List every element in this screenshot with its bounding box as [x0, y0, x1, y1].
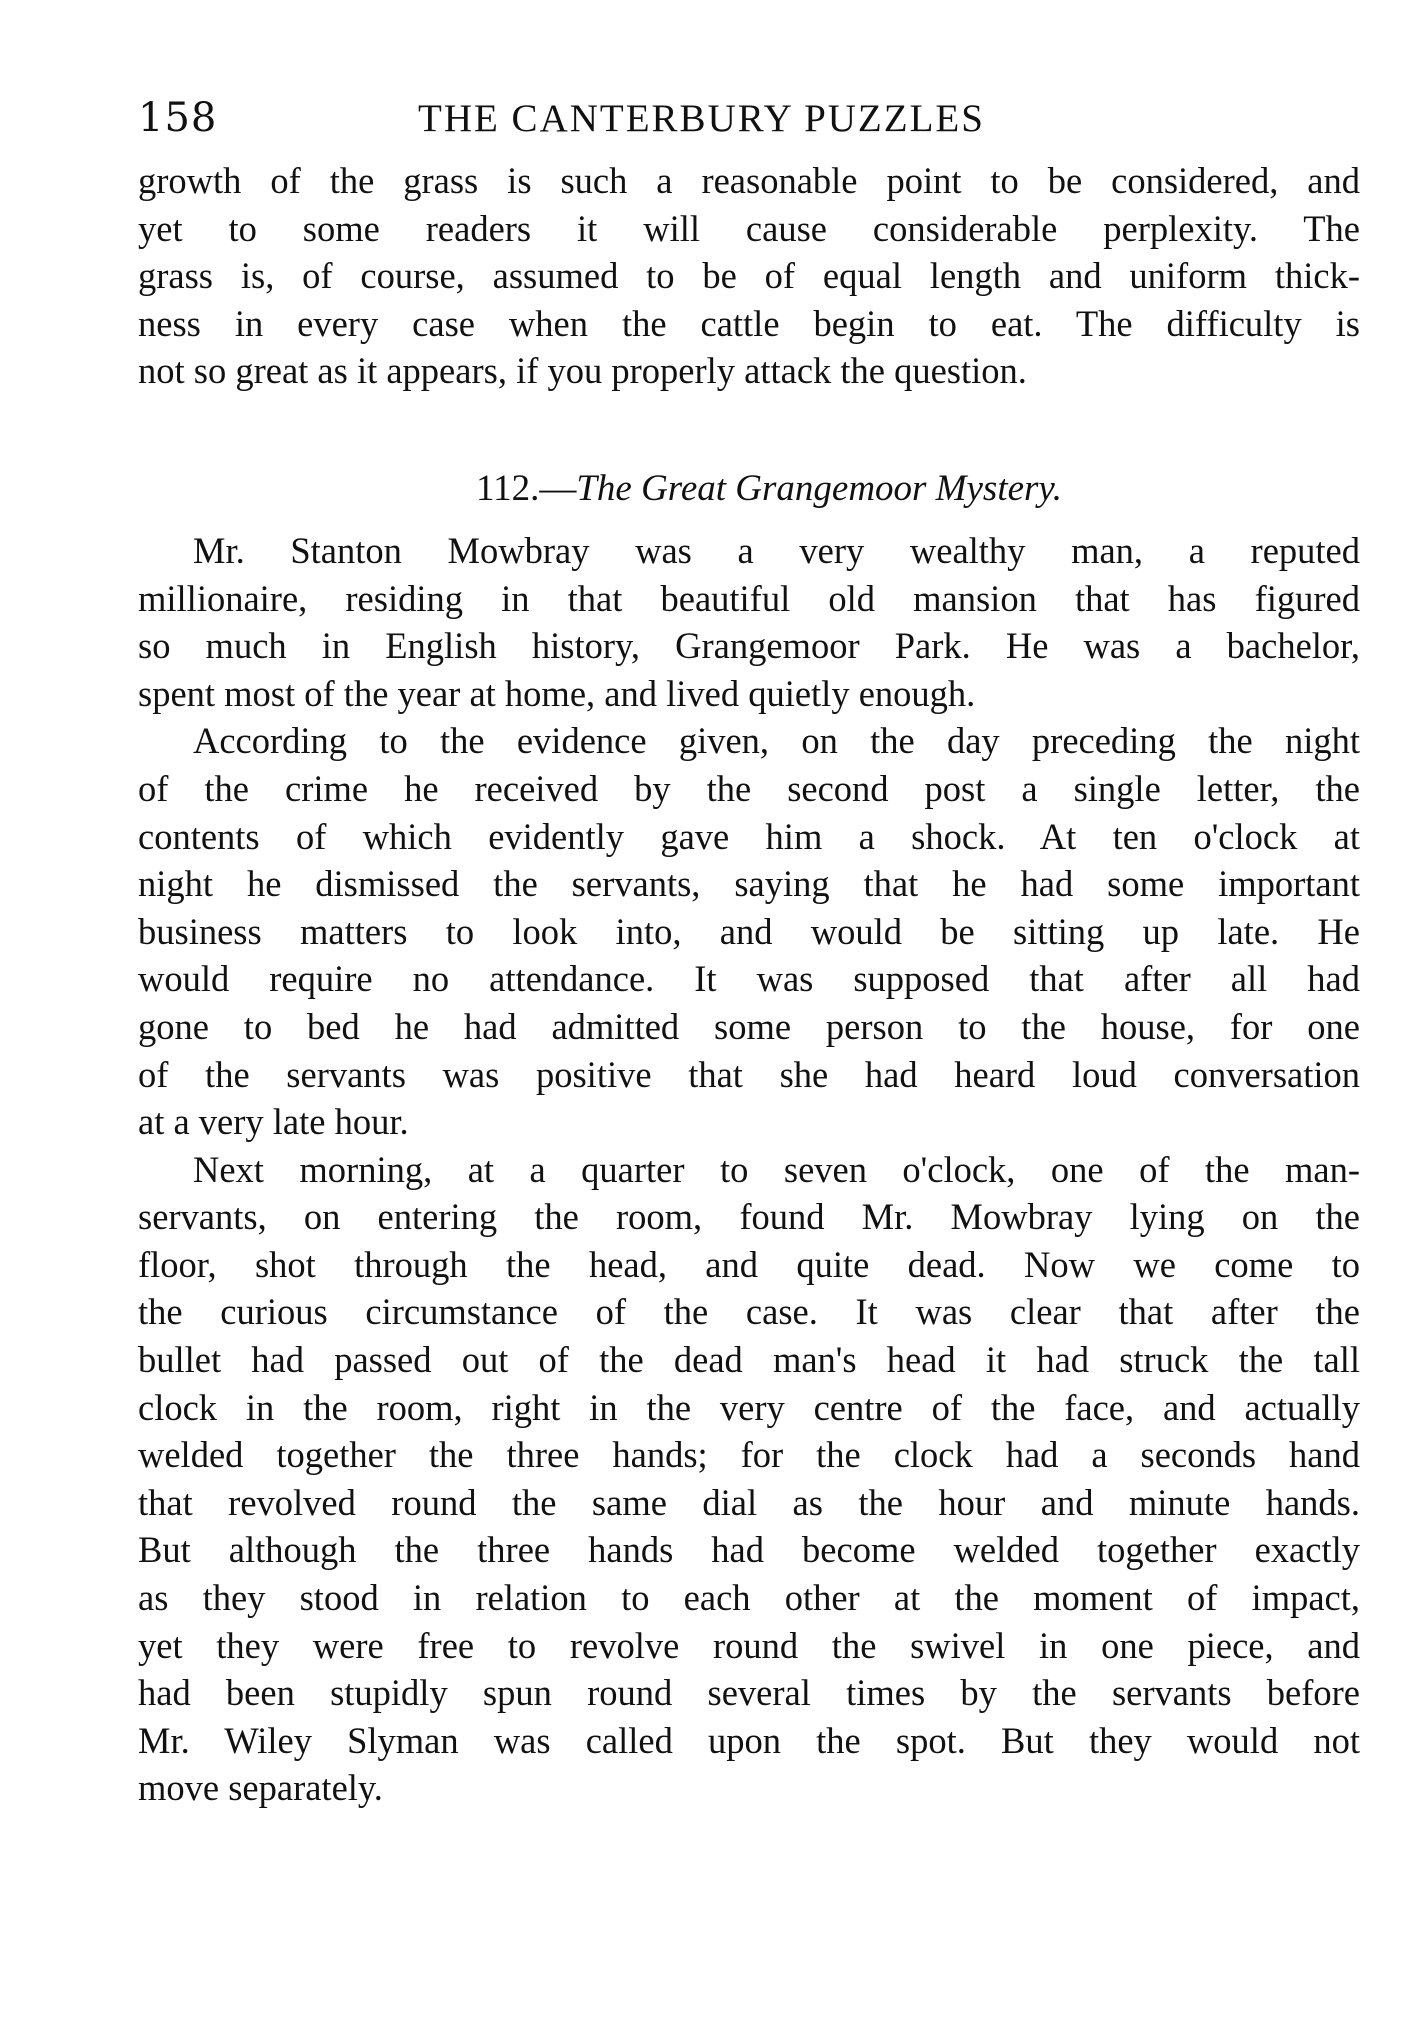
running-title: THE CANTERBURY PUZZLES: [418, 97, 985, 140]
paragraph-2: [138, 717, 1360, 1145]
text-line: contents of which evidently gave him a shock. At ten o'clock at: [138, 815, 1360, 857]
section-number: 112.—: [475, 467, 577, 509]
text-line: millionaire, residing in that beautiful old mansion that has figured: [138, 577, 1360, 619]
text-line: of the servants was positive that she had heard loud conversation: [138, 1053, 1360, 1095]
text-line: would require no attendance. It was supposed that after all had: [138, 958, 1360, 1000]
paragraph-3: [138, 1146, 1360, 1812]
text-line: According to the evidence given, on the day preceding the night: [193, 720, 1360, 762]
text-line: floor, shot through the head, and quite dead. Now we come to: [138, 1243, 1360, 1285]
text-line: yet to some readers it will cause considerable perplexity. The: [138, 207, 1360, 249]
text-line: not so great as it appears, if you properly attack the question.: [138, 350, 1027, 392]
text-line: Mr. Stanton Mowbray was a very wealthy man, a reputed: [193, 529, 1360, 571]
text-line: ness in every case when the cattle begin to eat. The difficulty is: [138, 302, 1360, 344]
text-line: yet they were free to revolve round the swivel in one piece, and: [138, 1624, 1360, 1666]
section-title: The Great Grangemoor Mystery.: [576, 467, 1063, 509]
text-line: move separately.: [138, 1767, 383, 1809]
text-line: so much in English history, Grangemoor Park. He was a bachelor,: [138, 625, 1360, 667]
paragraph-1: [138, 527, 1360, 717]
text-line: at a very late hour.: [138, 1101, 409, 1143]
text-line: of the crime he received by the second post a single letter, the: [138, 767, 1360, 809]
text-line: that revolved round the same dial as the hour and minute hands.: [138, 1481, 1360, 1523]
text-line: gone to bed he had admitted some person to the house, for one: [138, 1005, 1360, 1047]
page-header: [138, 95, 1360, 157]
text-line: grass is, of course, assumed to be of equal length and uniform thick-: [138, 255, 1360, 297]
text-line: night he dismissed the servants, saying that he had some important: [138, 863, 1360, 905]
text-line: as they stood in relation to each other at the moment of impact,: [138, 1577, 1360, 1619]
text-line: servants, on entering the room, found Mr. Mowbray lying on the: [138, 1196, 1360, 1238]
text-line: had been stupidly spun round several times by the servants before: [138, 1672, 1360, 1714]
text-line: welded together the three hands; for the clock had a seconds hand: [138, 1434, 1360, 1476]
text-line: clock in the room, right in the very centre of the face, and actually: [138, 1386, 1360, 1428]
text-line: bullet had passed out of the dead man's head it had struck the tall: [138, 1339, 1360, 1381]
text-line: Mr. Wiley Slyman was called upon the spot. But they would not: [138, 1719, 1360, 1761]
text-line: business matters to look into, and would be sitting up late. He: [138, 910, 1360, 952]
page-number: 158: [138, 95, 218, 141]
text-line: the curious circumstance of the case. It was clear that after the: [138, 1291, 1360, 1333]
section-heading: [138, 467, 1360, 519]
intro-paragraph: [138, 157, 1360, 395]
text-line: spent most of the year at home, and lived quietly enough.: [138, 672, 976, 714]
text-line: growth of the grass is such a reasonable point to be considered, and: [138, 160, 1360, 201]
text-line: Next morning, at a quarter to seven o'clock, one of the man-: [193, 1148, 1360, 1190]
book-page: [138, 95, 1360, 1812]
text-line: But although the three hands had become welded together exactly: [138, 1529, 1360, 1571]
